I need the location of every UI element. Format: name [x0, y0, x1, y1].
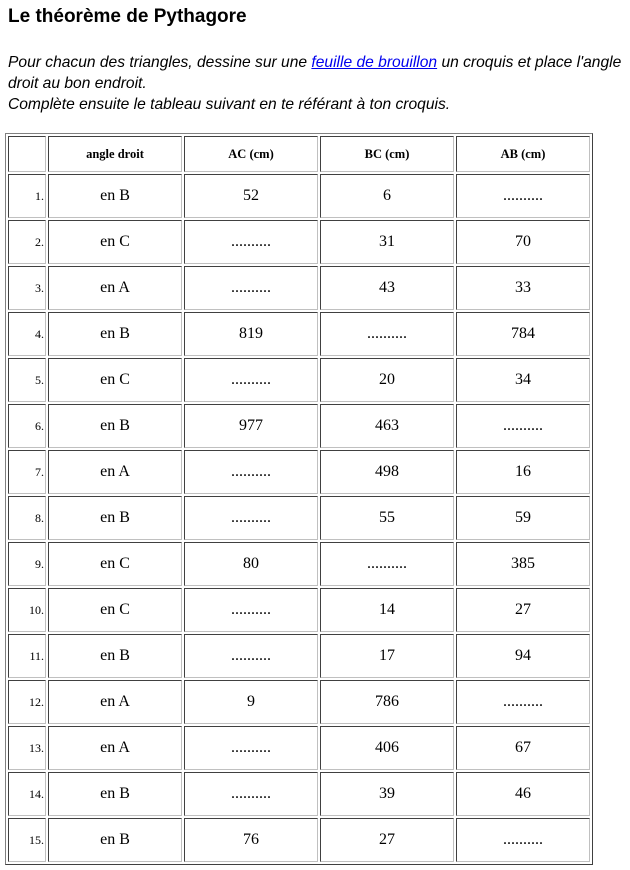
angle-cell: en B — [48, 174, 182, 218]
bc-cell: 31 — [320, 220, 454, 264]
bc-cell: 55 — [320, 496, 454, 540]
ac-cell: .......... — [184, 496, 318, 540]
bc-cell: 498 — [320, 450, 454, 494]
table-row — [8, 358, 590, 402]
row-number: 2. — [8, 220, 46, 264]
ac-cell: 819 — [184, 312, 318, 356]
header-cell-bc: BC (cm) — [320, 136, 454, 172]
ac-cell: 9 — [184, 680, 318, 724]
angle-cell: en B — [48, 818, 182, 862]
table-row — [8, 634, 590, 678]
ac-cell: .......... — [184, 266, 318, 310]
ab-cell: 27 — [456, 588, 590, 632]
row-number: 4. — [8, 312, 46, 356]
ac-cell: 76 — [184, 818, 318, 862]
angle-cell: en A — [48, 726, 182, 770]
angle-cell: en B — [48, 772, 182, 816]
table-row — [8, 542, 590, 586]
ac-cell: 80 — [184, 542, 318, 586]
row-number: 14. — [8, 772, 46, 816]
row-number: 7. — [8, 450, 46, 494]
ac-cell: .......... — [184, 450, 318, 494]
ab-cell: 94 — [456, 634, 590, 678]
table-row — [8, 680, 590, 724]
ab-cell: 784 — [456, 312, 590, 356]
instructions-text-1: Pour chacun des triangles, dessine sur une — [8, 54, 312, 71]
row-number: 15. — [8, 818, 46, 862]
bc-cell: 17 — [320, 634, 454, 678]
bc-cell: 6 — [320, 174, 454, 218]
header-cell-ac: AC (cm) — [184, 136, 318, 172]
bc-cell: 463 — [320, 404, 454, 448]
pythagore-table — [5, 133, 593, 865]
ab-cell: .......... — [456, 174, 590, 218]
page-title: Le théorème de Pythagore — [8, 6, 247, 27]
instructions-text-2: un croquis et place l'angle droit au bon endroit. — [8, 54, 622, 92]
table-row — [8, 266, 590, 310]
row-number: 11. — [8, 634, 46, 678]
table-row — [8, 312, 590, 356]
ab-cell: 33 — [456, 266, 590, 310]
table-row — [8, 450, 590, 494]
bc-cell: 27 — [320, 818, 454, 862]
header-cell-index — [8, 136, 46, 172]
table-row — [8, 588, 590, 632]
header-cell-angle: angle droit — [48, 136, 182, 172]
angle-cell: en B — [48, 404, 182, 448]
header-cell-ab: AB (cm) — [456, 136, 590, 172]
bc-cell: 786 — [320, 680, 454, 724]
ac-cell: .......... — [184, 726, 318, 770]
instructions — [8, 52, 628, 115]
angle-cell: en A — [48, 680, 182, 724]
angle-cell: en B — [48, 496, 182, 540]
row-number: 6. — [8, 404, 46, 448]
row-number: 12. — [8, 680, 46, 724]
row-number: 9. — [8, 542, 46, 586]
row-number: 3. — [8, 266, 46, 310]
angle-cell: en B — [48, 634, 182, 678]
ab-cell: 59 — [456, 496, 590, 540]
angle-cell: en C — [48, 358, 182, 402]
ac-cell: .......... — [184, 358, 318, 402]
ac-cell: .......... — [184, 588, 318, 632]
scratch-paper-link[interactable]: feuille de brouillon — [311, 54, 438, 71]
bc-cell: 43 — [320, 266, 454, 310]
ab-cell: .......... — [456, 818, 590, 862]
ab-cell: .......... — [456, 680, 590, 724]
instructions-text-3: Complète ensuite le tableau suivant en te référant à ton croquis. — [8, 96, 451, 113]
bc-cell: 14 — [320, 588, 454, 632]
row-number: 10. — [8, 588, 46, 632]
ab-cell: 70 — [456, 220, 590, 264]
angle-cell: en C — [48, 588, 182, 632]
table-row — [8, 726, 590, 770]
ac-cell: 977 — [184, 404, 318, 448]
ab-cell: .......... — [456, 404, 590, 448]
angle-cell: en B — [48, 312, 182, 356]
table-row — [8, 220, 590, 264]
table-row — [8, 496, 590, 540]
bc-cell: 406 — [320, 726, 454, 770]
table-row — [8, 818, 590, 862]
ab-cell: 385 — [456, 542, 590, 586]
ab-cell: 67 — [456, 726, 590, 770]
ab-cell: 46 — [456, 772, 590, 816]
ac-cell: 52 — [184, 174, 318, 218]
ab-cell: 34 — [456, 358, 590, 402]
bc-cell: 39 — [320, 772, 454, 816]
row-number: 13. — [8, 726, 46, 770]
table-row — [8, 174, 590, 218]
angle-cell: en C — [48, 220, 182, 264]
ac-cell: .......... — [184, 772, 318, 816]
ab-cell: 16 — [456, 450, 590, 494]
bc-cell: .......... — [320, 312, 454, 356]
row-number: 5. — [8, 358, 46, 402]
table-row — [8, 404, 590, 448]
ac-cell: .......... — [184, 220, 318, 264]
angle-cell: en A — [48, 450, 182, 494]
row-number: 8. — [8, 496, 46, 540]
angle-cell: en C — [48, 542, 182, 586]
bc-cell: .......... — [320, 542, 454, 586]
table-row — [8, 772, 590, 816]
bc-cell: 20 — [320, 358, 454, 402]
header-row — [8, 136, 590, 172]
row-number: 1. — [8, 174, 46, 218]
angle-cell: en A — [48, 266, 182, 310]
ac-cell: .......... — [184, 634, 318, 678]
